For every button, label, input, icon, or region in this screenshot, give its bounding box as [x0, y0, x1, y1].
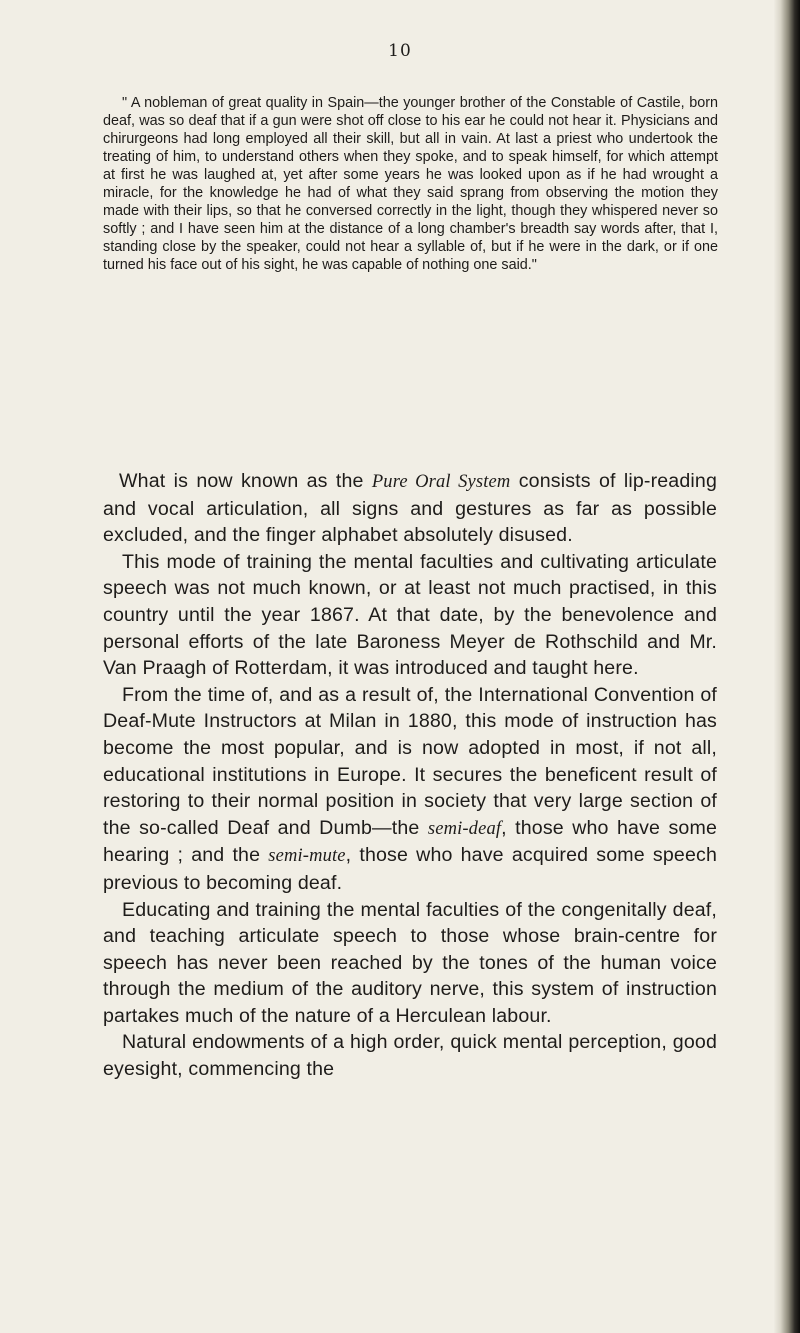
paragraph-1-lead: What is now known as the	[119, 470, 372, 492]
paragraph-pure-oral-system	[103, 468, 717, 549]
semi-mute-term: semi-mute	[268, 846, 346, 867]
pure-oral-system-term: Pure Oral System	[371, 472, 511, 492]
page-number: 10	[388, 41, 412, 61]
paragraph-milan-convention	[103, 682, 717, 897]
paragraph-herculean-labour: Educating and training the mental faculties of the congenitally deaf, and teaching articulate speech to those whose brain-centre for speech has never been reached by the tones of the human voice through the medium of the auditory nerve, this system of instruction partakes much of the nature of a Herculean labour.	[103, 898, 717, 1027]
body-text	[103, 468, 717, 1083]
paragraph-history: This mode of training the mental faculties and cultivating articulate speech was not much known, or at least not much practised, in this country until the year 1867. At that date, by the benevolence and personal efforts of the late Baroness Meyer de Rothschild and Mr. Van Praagh of Rotterdam, it was introduced and taught here.	[103, 550, 717, 680]
paragraph-3-part-b: , those who have some hearing ; and the	[103, 816, 717, 867]
semi-deaf-term: semi-deaf	[427, 818, 502, 839]
paragraph-natural-endowments: Natural endowments of a high order, quick mental perception, good eyesight, commencing the	[103, 1031, 717, 1081]
quoted-passage	[103, 94, 718, 274]
paragraph-3-part-c: , those who have acquired some speech previous to becoming deaf.	[103, 844, 717, 894]
quote-paragraph: " A nobleman of great quality in Spain—the younger brother of the Constable of Castile, born deaf, was so deaf that if a gun were shot off close to his ear he could not hear it. Physicians and chirurgeons had long employed all their skill, but all in vain. At last a priest who undertook the treating of him, to understand others when they spoke, and to speak himself, for which attempt at first he was laughed at, yet after some years he was looked upon as if he had wrought a miracle, for the knowledge he had of what they said sprang from observing the motion they made with their lips, so that he conversed correctly in the light, though they whispered never so softly ; and I have seen him at the distance of a long chamber's breadth say words after, that I, standing close by the speaker, could not hear a syllable of, but if he were in the dark, or if one turned his face out of his sight, he was capable of nothing one said."	[103, 95, 718, 274]
paragraph-1-rest: consists of lip-reading and vocal articulation, all signs and gestures as far as possible excluded, and the finger alphabet absolutely disused.	[103, 470, 717, 547]
page-edge-shadow	[774, 0, 800, 1333]
paragraph-3-part-a: From the time of, and as a result of, the International Convention of Deaf-Mute Instructors at Milan in 1880, this mode of instruction has become the most popular, and is now adopted in most, if not all, educational institutions in Europe. It secures the beneficent result of restoring to their normal position in society that very large section of the so-called Deaf and Dumb—the	[103, 683, 717, 839]
